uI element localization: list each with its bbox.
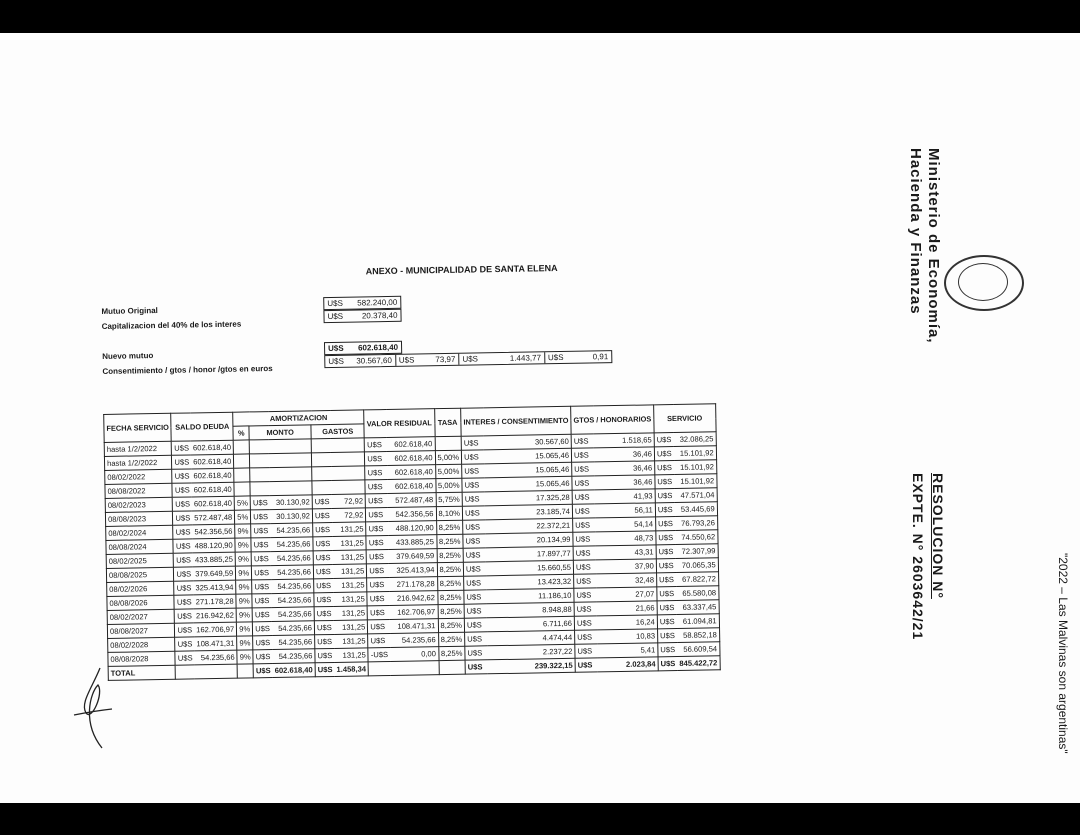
table-row: 08/08/2027 U$S 162.706,97 9% U$S 54.235,66 U$S 131,25 U$S 108.471,31 8,25% U$S 6.711,66 U$S 16,24 U$S 61.094,81 (107, 614, 719, 639)
mutuo-original-label: Mutuo Original (101, 306, 158, 316)
header-interes: INTERES / CONSENTIMIENTO (461, 406, 571, 436)
ministry-name: Ministerio de Economía, Hacienda y Finanzas (907, 148, 942, 344)
table-row: 08/08/2026 U$S 271.178,28 9% U$S 54.235,66 U$S 131,25 U$S 216.942,62 8,25% U$S 11.186,10 U$S 27,07 U$S 65.580,08 (107, 586, 719, 611)
mutuo-original-value: U$S 582.240,00 (323, 296, 401, 310)
table-row: 08/02/2026 U$S 325.413,94 9% U$S 54.235,66 U$S 131,25 U$S 271.178,28 8,25% U$S 13.423,32 U$S 32,48 U$S 67.822,72 (107, 572, 719, 597)
header-gtos: GTOS / HONORARIOS (571, 405, 654, 434)
document-page (0, 33, 1080, 803)
consentimiento-label: Consentimiento / gtos / honor /gtos en euros (102, 364, 273, 376)
header-tasa: TASA (434, 408, 461, 436)
malvinas-slogan: "2022 – Las Malvinas son argentinas" (1056, 553, 1070, 754)
header-fecha: FECHA SERVICIO (104, 413, 172, 442)
ministry-seal-inner (958, 263, 1008, 301)
header-servicio: SERVICIO (654, 404, 716, 433)
header-amortizacion: AMORTIZACION (233, 410, 364, 426)
table-row: 08/02/2025 U$S 433.885,25 9% U$S 54.235,66 U$S 131,25 U$S 379.649,59 8,25% U$S 17.897,77 U$S 43,31 U$S 72.307,99 (106, 544, 718, 569)
table-row: 08/08/2022 U$S 602.618,40 U$S 602.618,40 5,00% U$S 15.065,46 U$S 36,46 U$S 15.101,92 (105, 474, 717, 499)
table-row: 08/02/2022 U$S 602.618,40 U$S 602.618,40 5,00% U$S 15.065,46 U$S 36,46 U$S 15.101,92 (105, 460, 717, 485)
resolution-block (908, 473, 948, 640)
document-title: ANEXO - MUNICIPALIDAD DE SANTA ELENA (365, 263, 558, 277)
header-monto: MONTO (249, 425, 311, 440)
header-valor-residual: VALOR RESIDUAL (364, 409, 435, 438)
handwritten-signature (72, 663, 122, 753)
expediente: EXPTE. N° 2603642/21 (910, 473, 926, 641)
table-row: 08/02/2028 U$S 108.471,31 9% U$S 54.235,66 U$S 131,25 U$S 54.235,66 8,25% U$S 4.474,44 U$S 10,83 U$S 58.852,18 (108, 628, 720, 653)
table-row: 08/08/2028 U$S 54.235,66 9% U$S 54.235,66 U$S 131,25 -U$S 0,00 8,25% U$S 2.237,22 U$S 5,41 U$S 56.609,54 (108, 642, 720, 667)
resolution-label: RESOLUCION N° (930, 473, 946, 599)
total-row: TOTAL U$S 602.618,40 U$S 1.458,34 U$S 239.322,15 U$S 2.023,84 U$S 845.422,72 (108, 656, 720, 681)
nuevo-mutuo-label: Nuevo mutuo (102, 351, 154, 361)
table-row: 08/02/2023 U$S 602.618,40 5% U$S 30.130,92 U$S 72,92 U$S 572.487,48 5,75% U$S 17.325,28 U$S 41,93 U$S 47.571,04 (105, 488, 717, 513)
header-saldo: SALDO DEUDA (171, 412, 233, 441)
amortization-table (103, 403, 720, 681)
table-row: 08/02/2027 U$S 216.942,62 9% U$S 54.235,66 U$S 131,25 U$S 162.706,97 8,25% U$S 8.948,88 U$S 21,66 U$S 63.337,45 (107, 600, 719, 625)
capitalizacion-label: Capitalizacion del 40% de los interes (101, 319, 242, 331)
header-pct: % (233, 426, 249, 440)
header-gastos: GASTOS (311, 424, 365, 439)
table-row: hasta 1/2/2022 U$S 602.618,40 U$S 602.618,40 U$S 30.567,60 U$S 1.518,65 U$S 32.086,25 (104, 432, 716, 457)
nuevo-mutuo-value: U$S 602.618,40 (324, 341, 402, 355)
table-row: 08/08/2023 U$S 572.487,48 5% U$S 30.130,92 U$S 72,92 U$S 542.356,56 8,10% U$S 23.185,74 U$S 56,11 U$S 53.445,69 (105, 502, 717, 527)
consentimiento-values: U$S 30.567,60 U$S 73,97 U$S 1.443,77 U$S 0,91 (324, 350, 612, 368)
table-row: 08/02/2024 U$S 542.356,56 9% U$S 54.235,66 U$S 131,25 U$S 488.120,90 8,25% U$S 22.372,21 U$S 54,14 U$S 76.793,26 (106, 516, 718, 541)
table-row: 08/08/2024 U$S 488.120,90 9% U$S 54.235,66 U$S 131,25 U$S 433.885,25 8,25% U$S 20.134,99 U$S 48,73 U$S 74.550,62 (106, 530, 718, 555)
table-row: hasta 1/2/2022 U$S 602.618,40 U$S 602.618,40 5,00% U$S 15.065,46 U$S 36,46 U$S 15.101,92 (104, 446, 716, 471)
capitalizacion-value: U$S 20.378,40 (323, 309, 401, 323)
table-row: 08/08/2025 U$S 379.649,59 9% U$S 54.235,66 U$S 131,25 U$S 325.413,94 8,25% U$S 15.660,55 U$S 37,90 U$S 70.065,35 (106, 558, 718, 583)
